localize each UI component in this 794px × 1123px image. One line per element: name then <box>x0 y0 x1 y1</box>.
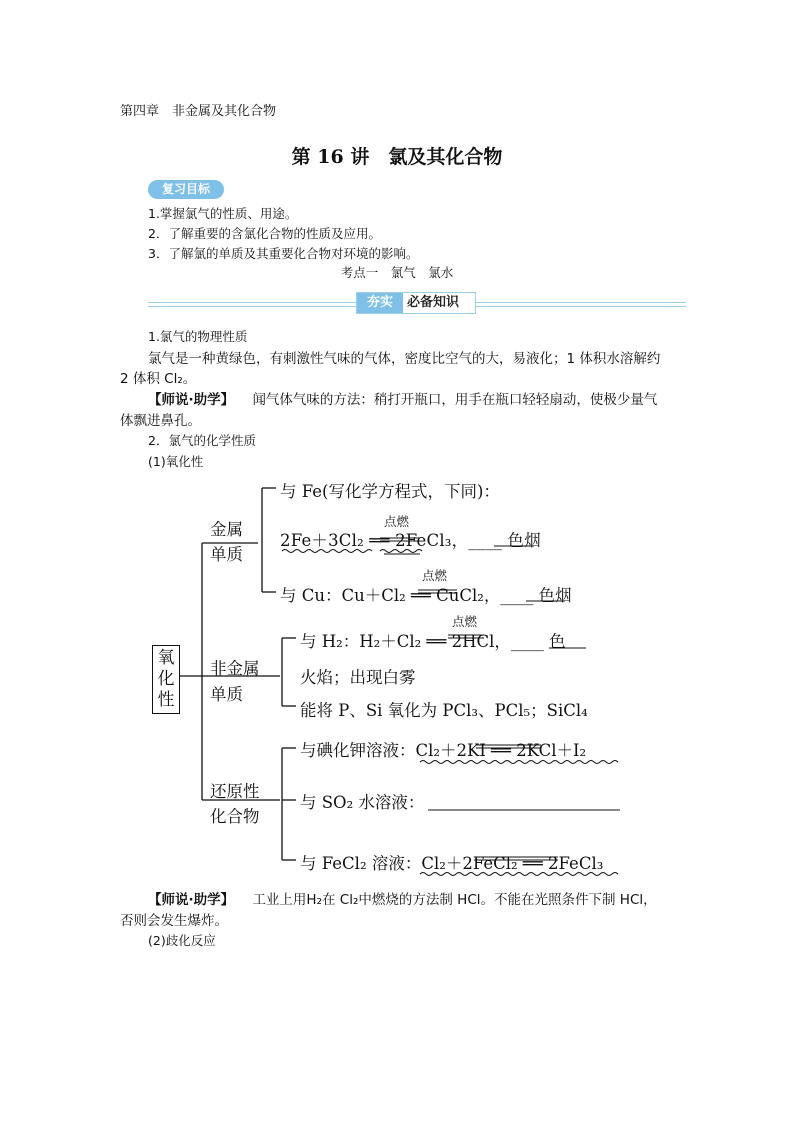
condition-label-fe: 点燃 <box>384 514 410 529</box>
section-heading-kaodian: 考点一 氯气 氯水 <box>340 265 454 280</box>
leaf-fe-equation: 2Fe＋3Cl₂ ══ 2FeCl₃，____ 色烟 <box>280 531 541 550</box>
teacher-note-2 <box>148 888 657 908</box>
physical-heading: 1.氯气的物理性质 <box>148 329 248 344</box>
banner-text: 必备知识 <box>407 295 460 310</box>
teacher-label-2: 【师说·助学】 <box>148 892 235 908</box>
disproportionation-subheading: (2)歧化反应 <box>148 933 216 948</box>
page-title: 第 16 讲 氯及其化合物 <box>291 146 503 168</box>
branch-label-metal-1: 金属 <box>210 520 243 539</box>
review-item-2: 2．了解重要的含氯化合物的性质及应用。 <box>148 226 381 241</box>
chemical-heading: 2．氯气的化学性质 <box>148 433 256 448</box>
oxidation-subheading: (1)氧化性 <box>148 454 204 469</box>
root-char-1: 氧 <box>157 648 175 668</box>
branch-label-reducing-2: 化合物 <box>210 807 260 826</box>
tree-root-oxidation <box>152 645 180 714</box>
review-item-3: 3．了解氯的单质及其重要化合物对环境的影响。 <box>148 246 419 261</box>
condition-label-cu: 点燃 <box>422 568 448 583</box>
chapter-header: 第四章 非金属及其化合物 <box>120 104 277 119</box>
leaf-so2: 与 SO₂ 水溶液： <box>300 793 425 812</box>
banner-tag: 夯实 <box>357 293 403 313</box>
root-char-3: 性 <box>157 690 175 710</box>
branch-label-reducing-1: 还原性 <box>210 782 260 801</box>
root-char-2: 化 <box>157 669 175 689</box>
leaf-p-si: 能将 P、Si 氧化为 PCl₃、PCl₅；SiCl₄ <box>300 701 588 720</box>
branch-label-metal-2: 单质 <box>210 545 243 564</box>
leaf-h2-flame: 火焰；出现白雾 <box>300 668 416 687</box>
branch-label-nonmetal-1: 非金属 <box>210 659 260 678</box>
physical-text-1: 氯气是一种黄绿色，有刺激性气味的气体，密度比空气的大，易液化；1 体积水溶解约 <box>148 351 661 367</box>
teacher-label: 【师说·助学】 <box>148 392 235 408</box>
leaf-h2-equation: 与 H₂：H₂＋Cl₂ ══ 2HCl，____ 色 <box>300 632 566 651</box>
teacher-note-2-text: 工业上用H₂在 Cl₂中燃烧的方法制 HCl。不能在光照条件下制 HCl， <box>252 892 657 908</box>
leaf-cu-equation: 与 Cu：Cu＋Cl₂ ══ CuCl₂，____ 色烟 <box>280 586 572 605</box>
branch-label-nonmetal-2: 单质 <box>210 685 243 704</box>
teacher-note-2-cont: 否则会发生爆炸。 <box>120 913 228 929</box>
teacher-note-text: 闻气体气味的方法：稍打开瓶口，用手在瓶口轻轻扇动，使极少量气 <box>252 392 658 408</box>
leaf-fecl2-equation: 与 FeCl₂ 溶液：Cl₂＋2FeCl₂ ══ 2FeCl₃ <box>300 854 604 873</box>
leaf-fe-intro: 与 Fe(写化学方程式，下同)： <box>280 482 500 501</box>
physical-text-2: 2 体积 Cl₂。 <box>120 371 197 387</box>
review-item-1: 1.掌握氯气的性质、用途。 <box>148 206 298 221</box>
leaf-ki-equation: 与碘化钾溶液：Cl₂＋2KI ══ 2KCl＋I₂ <box>300 741 587 760</box>
review-goals-badge: 复习目标 <box>148 180 224 199</box>
condition-label-h2: 点燃 <box>452 614 478 629</box>
teacher-note-1-cont: 体飘进鼻孔。 <box>120 413 201 429</box>
